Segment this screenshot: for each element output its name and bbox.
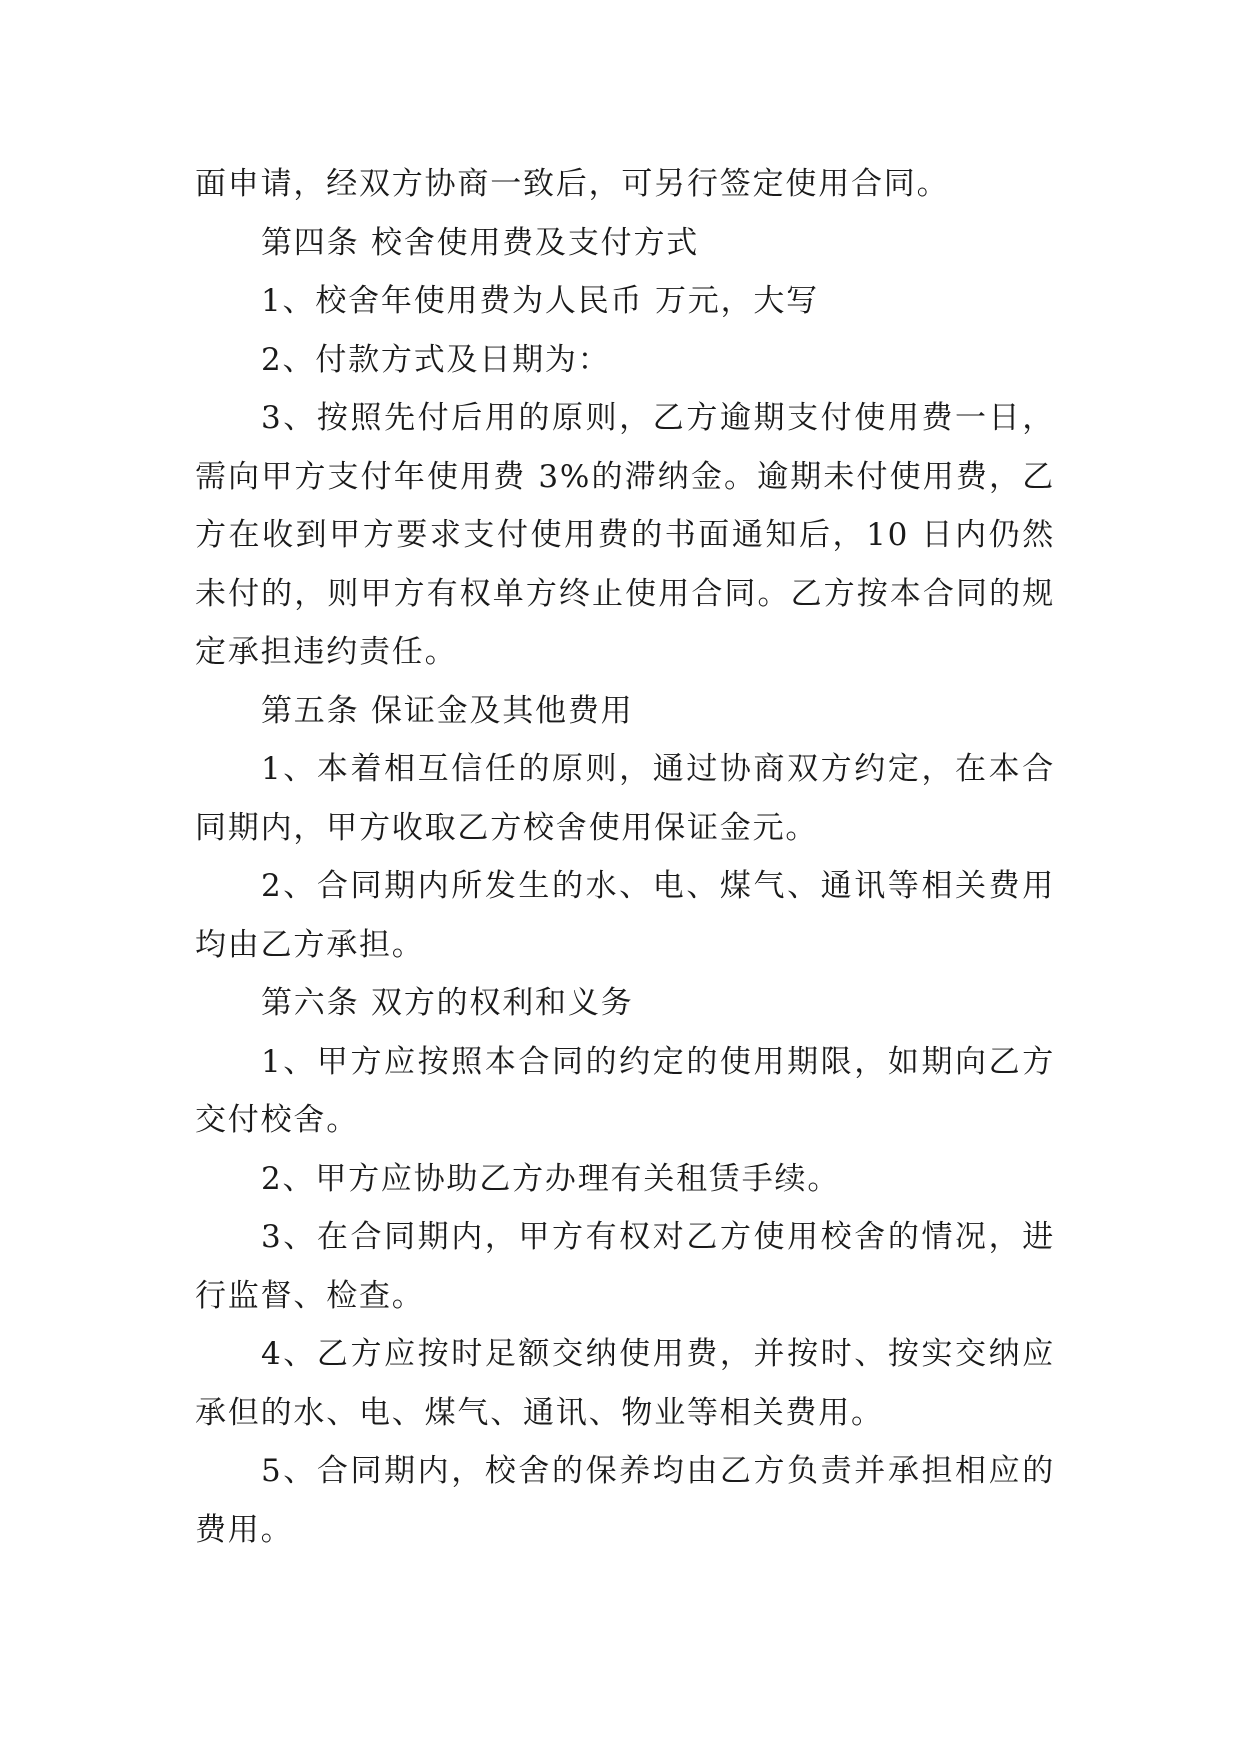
article-5-heading: 第五条 保证金及其他费用	[261, 692, 634, 729]
article-6-item-3: 3、在合同期内，甲方有权对乙方使用校舍的情况，进行监督、检查。	[195, 1219, 1055, 1314]
article-4-item-3: 3、按照先付后用的原则，乙方逾期支付使用费一日，需向甲方支付年使用费 3%的滞纳金。逾期未付使用费，乙方在收到甲方要求支付使用费的书面通知后，10 日内仍然未付的，则甲方有权单方终止使用合同。乙方按本合同的规定承担违约责任。	[195, 400, 1055, 670]
article-6-item-1: 1、甲方应按照本合同的约定的使用期限，如期向乙方交付校舍。	[195, 1043, 1055, 1138]
article-4-item-1: 1、校舍年使用费为人民币 万元，大写	[261, 283, 819, 319]
article-4-item-2: 2、付款方式及日期为：	[261, 341, 611, 378]
article-4-heading: 第四条 校舍使用费及支付方式	[261, 224, 700, 261]
paragraph-continuation: 面申请，经双方协商一致后，可另行签定使用合同。	[195, 166, 950, 202]
article-6-heading: 第六条 双方的权利和义务	[261, 985, 634, 1021]
article-5-item-1: 1、本着相互信任的原则，通过协商双方约定，在本合同期内，甲方收取乙方校舍使用保证金元。	[195, 751, 1055, 846]
article-6-item-4: 4、乙方应按时足额交纳使用费，并按时、按实交纳应承但的水、电、煤气、通讯、物业等相关费用。	[195, 1336, 1055, 1431]
document-body	[195, 155, 1055, 1559]
article-6-item-5: 5、合同期内，校舍的保养均由乙方负责并承担相应的费用。	[195, 1453, 1055, 1548]
article-6-item-2: 2、甲方应协助乙方办理有关租赁手续。	[261, 1160, 841, 1197]
article-5-item-2: 2、合同期内所发生的水、电、煤气、通讯等相关费用均由乙方承担。	[195, 868, 1055, 963]
